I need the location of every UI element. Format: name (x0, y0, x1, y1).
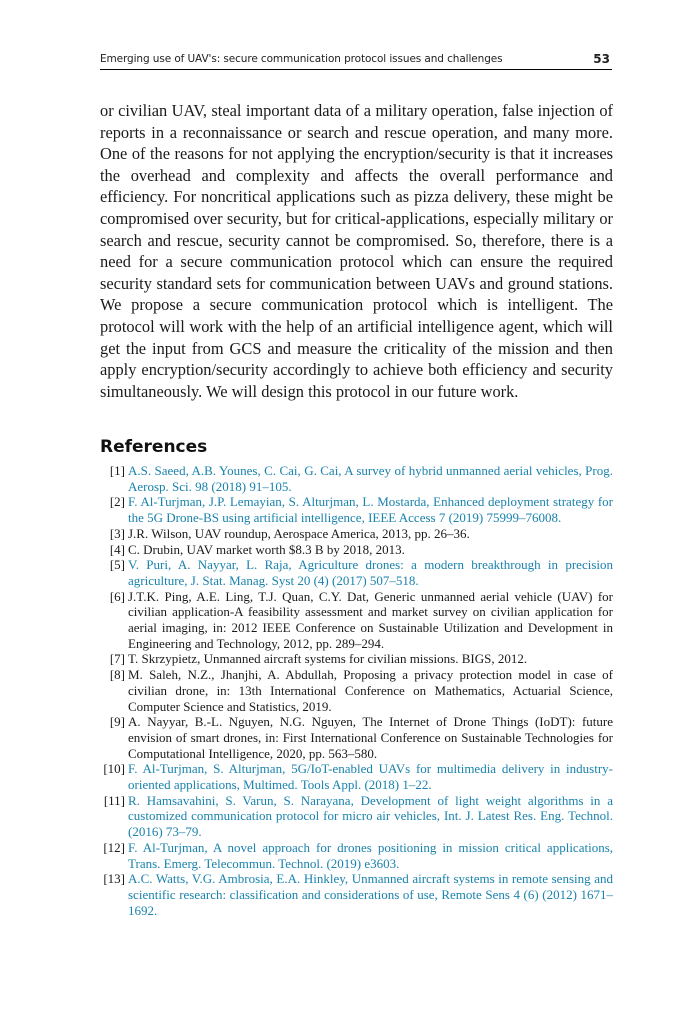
references-heading: References (100, 437, 208, 457)
reference-number: [12] (103, 839, 125, 855)
reference-list (100, 463, 613, 918)
reference-item (100, 871, 613, 918)
reference-item (100, 557, 613, 588)
running-header (100, 52, 612, 70)
page-number: 53 (593, 52, 610, 66)
reference-number: [11] (103, 792, 125, 808)
running-title: Emerging use of UAV's: secure communication protocol issues and challenges (100, 53, 503, 65)
reference-item (100, 761, 613, 792)
body-paragraph: or civilian UAV, steal important data of a military operation, false injection of reports in a reconnaissance or search and rescue operation, and many more. One of the reasons for not applying the encryption/security is that it increases the overhead and complexity and affects the overall performance and efficiency. For noncritical applications such as pizza delivery, these might be compromised over security, but for critical-applications, especially military or search and rescue, security cannot be compromised. So, therefore, there is a need for a secure communication protocol which can ensure the required security standard sets for communication between UAVs and ground stations. We propose a secure communication protocol which is intelligent. The protocol will work with the help of an artificial intelligence agent, which will get the input from GCS and measure the criticality of the mission and then apply encryption/security accordingly to achieve both efficiency and security simultaneously. We will design this protocol in our future work. (100, 101, 613, 401)
reference-number: [9] (109, 714, 125, 730)
reference-link[interactable]: V. Puri, A. Nayyar, L. Raja, Agriculture drones: a modern breakthrough in precision agriculture, J. Stat. Manag. Syst 20 (4) (2017) 507–518. (128, 557, 613, 588)
reference-link[interactable]: F. Al-Turjman, J.P. Lemayian, S. Alturjman, L. Mostarda, Enhanced deployment strategy for the 5G Drone-BS using artificial intelligence, IEEE Access 7 (2019) 75999–76008. (128, 494, 613, 526)
reference-number: [3] (109, 525, 125, 541)
reference-text: T. Skrzypietz, Unmanned aircraft systems for civilian missions. BIGS, 2012. (128, 651, 528, 667)
reference-text: J.R. Wilson, UAV roundup, Aerospace America, 2013, pp. 26–36. (128, 525, 470, 541)
reference-link[interactable]: A.C. Watts, V.G. Ambrosia, E.A. Hinkley, Unmanned aircraft systems in remote sensing and scientific research: classification and considerations of use, Remote Sens 4 (6) (2012) 1671–1692. (128, 871, 613, 918)
reference-item (100, 840, 613, 871)
reference-number: [2] (109, 494, 125, 510)
reference-text: C. Drubin, UAV market worth $8.3 B by 2018, 2013. (128, 541, 405, 557)
reference-number: [1] (109, 463, 125, 478)
reference-link[interactable]: F. Al-Turjman, S. Alturjman, 5G/IoT-enabled UAVs for multimedia delivery in industry-oriented applications, Multimed. Tools Appl. (2018) 1–22. (128, 761, 613, 793)
reference-number: [7] (109, 651, 125, 667)
reference-item (100, 463, 613, 494)
reference-link[interactable]: A.S. Saeed, A.B. Younes, C. Cai, G. Cai, A survey of hybrid unmanned aerial vehicles, Prog. Aerosp. Sci. 98 (2018) 91–105. (128, 463, 613, 494)
reference-text: A. Nayyar, B.-L. Nguyen, N.G. Nguyen, The Internet of Drone Things (IoDT): future envision of smart drones, in: First International Conference on Sustainable Technologies for Computational Intelligence, 2020, pp. 563–580. (128, 714, 613, 761)
reference-number: [13] (103, 871, 125, 887)
reference-link[interactable]: R. Hamsavahini, S. Varun, S. Narayana, Development of light weight algorithms in a customized communication protocol for micro air vehicles, Int. J. Latest Res. Eng. Technol. (2016) 73–79. (128, 792, 613, 840)
reference-number: [10] (103, 761, 125, 777)
reference-text: M. Saleh, N.Z., Jhanjhi, A. Abdullah, Proposing a privacy protection model in case of civilian drone, in: 13th International Conference on Mathematics, Actuarial Science, Computer Science and Statistics, 2019. (128, 667, 613, 714)
reference-number: [8] (109, 667, 125, 683)
reference-item (100, 526, 613, 542)
reference-number: [4] (109, 541, 125, 557)
reference-number: [5] (109, 557, 125, 573)
reference-link[interactable]: F. Al-Turjman, A novel approach for drones positioning in mission critical applications, Trans. Emerg. Telecommun. Technol. (2019) e3603. (128, 839, 613, 871)
reference-item (100, 651, 613, 667)
reference-item (100, 589, 613, 652)
reference-text: J.T.K. Ping, A.E. Ling, T.J. Quan, C.Y. Dat, Generic unmanned aerial vehicle (UAV) for civilian application-A feasibility assessment and market survey on civilian application for aerial imaging, in: 2012 IEEE Conference on Sustainable Utilization and Development in Engineering and Technology, 2012, pp. 289–294. (128, 588, 613, 651)
reference-number: [6] (109, 588, 125, 604)
reference-item (100, 667, 613, 714)
reference-item (100, 542, 613, 558)
reference-item (100, 793, 613, 840)
reference-item (100, 714, 613, 761)
reference-item (100, 494, 613, 525)
